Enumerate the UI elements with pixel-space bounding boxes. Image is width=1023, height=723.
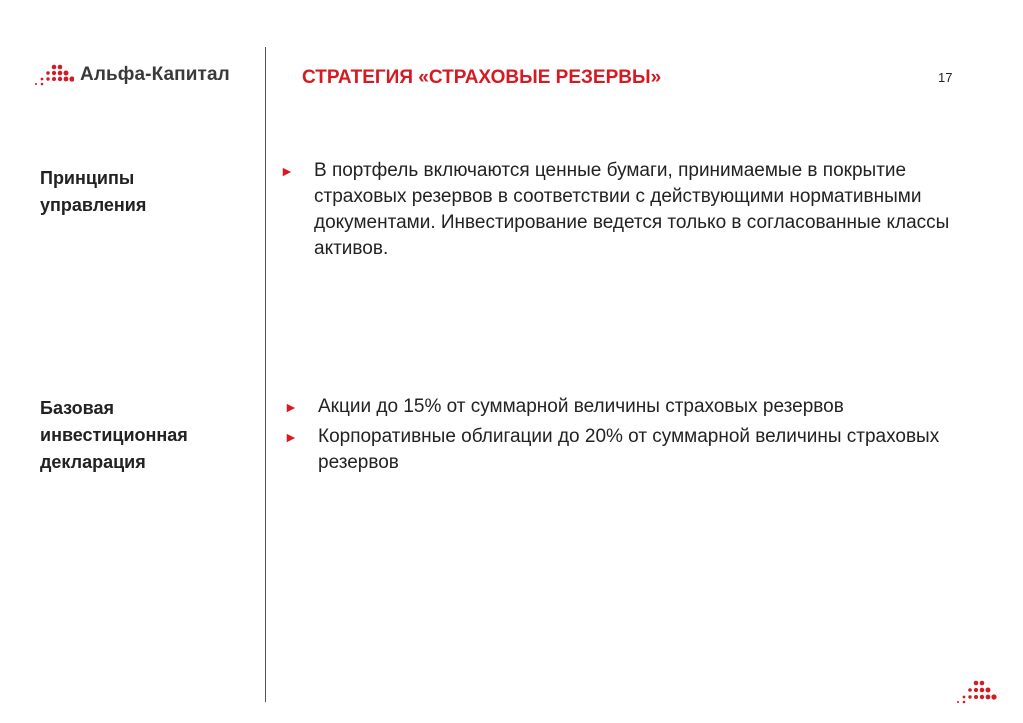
company-logo	[34, 64, 230, 86]
list-item	[284, 394, 964, 420]
section-label-investment-declaration: Базовая инвестиционная декларация	[40, 398, 188, 472]
page-number: 17	[938, 70, 953, 85]
bullet-text: В портфель включаются ценные бумаги, принимаемые в покрытие страховых резервов в соответствии с действующими нормативными документами. Инвестирование ведется только в согласованные классы активов.	[314, 160, 950, 259]
list-item	[284, 424, 964, 476]
bullet-text: Акции до 15% от суммарной величины страховых резервов	[318, 396, 844, 417]
list-item	[280, 158, 960, 262]
corner-logo	[955, 680, 997, 709]
vertical-divider	[265, 47, 266, 702]
dot-triangle-logo-icon	[34, 64, 74, 86]
bullet-arrow-icon: ►	[284, 399, 298, 415]
bullet-text: Корпоративные облигации до 20% от суммарной величины страховых резервов	[318, 426, 940, 473]
bullet-list-management-principles	[280, 158, 960, 266]
logo-text: Альфа-Капитал	[80, 64, 230, 85]
dot-triangle-logo-icon	[955, 680, 997, 704]
bullet-arrow-icon: ►	[284, 429, 298, 445]
bullet-list-investment-declaration	[284, 394, 964, 480]
section-label-management-principles: Принципы управления	[40, 168, 147, 215]
page-title: СТРАТЕГИЯ «СТРАХОВЫЕ РЕЗЕРВЫ»	[302, 67, 662, 88]
bullet-arrow-icon: ►	[280, 163, 294, 179]
